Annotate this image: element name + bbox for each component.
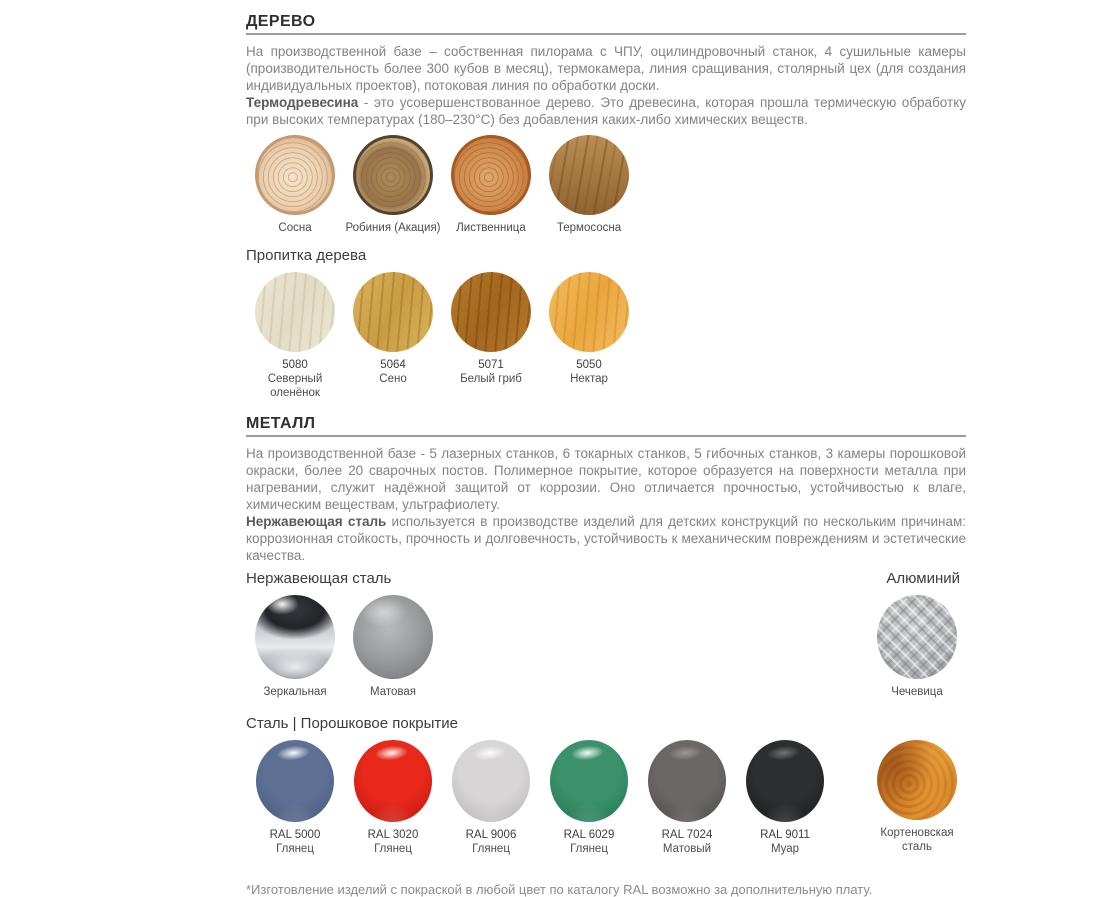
ral-label-5000 xyxy=(270,828,321,856)
ral-row xyxy=(246,740,966,856)
wood-intro-paragraph xyxy=(246,43,966,94)
wood-swatch-pine xyxy=(255,135,335,215)
wood-section xyxy=(246,12,966,400)
ral-code: RAL 9006 xyxy=(465,829,517,841)
impregnation-column-5071 xyxy=(442,272,540,400)
thermo-wood-paragraph xyxy=(246,94,966,128)
ral-column-5000 xyxy=(246,740,344,856)
corten-label: Кортеновская сталь xyxy=(880,827,954,853)
impregnation-name: Белый гриб xyxy=(460,373,522,385)
impregnation-swatch-5050 xyxy=(549,272,629,352)
ral-ball-7024 xyxy=(648,740,726,822)
wood-species-row xyxy=(246,135,966,235)
wood-swatch-larch-label: Лиственница xyxy=(456,222,526,234)
metal-intro-paragraph xyxy=(246,445,966,513)
ral-label-9006 xyxy=(466,828,517,856)
powder-coating-title: Сталь | Порошковое покрытие xyxy=(246,715,458,732)
ral-finish: Глянец xyxy=(472,843,510,855)
wood-species-column-larch xyxy=(442,135,540,235)
ral-label-3020 xyxy=(368,828,419,856)
wood-swatch-robinia-label: Робиния (Акация) xyxy=(345,222,441,234)
ral-code: RAL 9011 xyxy=(760,829,810,841)
impregnation-title: Пропитка дерева xyxy=(246,247,367,264)
impregnation-label-5050 xyxy=(570,358,608,386)
wood-swatch-thermopine-label: Термососна xyxy=(556,222,622,234)
ral-code: RAL 6029 xyxy=(563,829,615,841)
thermo-wood-text: - это усовершенствованное дерево. Это древесина, которая прошла термическую обработку при высоких температурах (180–230°С) без добавления каких-либо химических веществ. xyxy=(246,95,966,127)
impregnation-code: 5064 xyxy=(380,359,406,371)
wood-swatch-larch xyxy=(451,135,531,215)
ral-finish: Глянец xyxy=(374,843,412,855)
ral-finish: Муар xyxy=(770,843,800,855)
wood-swatch-thermopine xyxy=(549,135,629,215)
impregnation-name: Северный оленёнок xyxy=(267,373,323,399)
stainless-title: Нержавеющая сталь xyxy=(246,570,392,587)
ral-ball-5000 xyxy=(256,740,334,822)
stainless-swatch-matte xyxy=(353,595,433,679)
ral-ball-9011 xyxy=(746,740,824,822)
ral-column-9011 xyxy=(736,740,834,856)
ral-code: RAL 5000 xyxy=(269,829,321,841)
ral-ball-6029 xyxy=(550,740,628,822)
metal-section-title: МЕТАЛЛ xyxy=(246,415,316,432)
stainless-column-matte xyxy=(344,595,442,699)
wood-swatch-pine-label: Сосна xyxy=(278,222,312,234)
ral-column-7024 xyxy=(638,740,736,856)
stainless-row xyxy=(246,595,966,699)
impregnation-code: 5050 xyxy=(576,359,602,371)
ral-column-3020 xyxy=(344,740,442,856)
ral-column-9006 xyxy=(442,740,540,856)
impregnation-column-5064 xyxy=(344,272,442,400)
ral-finish: Матовый xyxy=(662,843,712,855)
stainless-matte-label: Матовая xyxy=(370,686,416,698)
wood-intro-text: На производственной базе – собственная пилорама с ЧПУ, оцилиндровочный станок, 4 сушильные камеры (производительность более 300 кубов в месяц), термокамера, линия сращивания, столярный цех (для создания индивидуальных проектов), потоковая линия по обработки доски. xyxy=(246,44,966,93)
impregnation-column-5080 xyxy=(246,272,344,400)
page-content xyxy=(246,0,966,897)
wood-section-divider xyxy=(246,33,966,35)
wood-species-column-thermopine xyxy=(540,135,638,235)
aluminum-swatch-lentil xyxy=(877,595,957,679)
impregnation-swatch-5071 xyxy=(451,272,531,352)
stainless-aluminum-headrow xyxy=(246,570,966,588)
impregnation-name: Сено xyxy=(379,373,407,385)
impregnation-code: 5071 xyxy=(478,359,504,371)
stainless-swatch-mirror xyxy=(255,595,335,679)
stainless-column-mirror xyxy=(246,595,344,699)
wood-species-column-robinia xyxy=(344,135,442,235)
thermo-wood-lead: Термодревесина xyxy=(246,95,359,110)
ral-column-6029 xyxy=(540,740,638,856)
corten-column xyxy=(868,740,966,856)
aluminum-column xyxy=(868,595,966,699)
ral-finish: Глянец xyxy=(570,843,608,855)
aluminum-lentil-label: Чечевица xyxy=(891,686,943,698)
stainless-text: используется в производстве изделий для детских конструкций по нескольким причинам: коррозионная стойкость, прочность и долговечность, устойчивость к механическим повреждениям и эстетические качества. xyxy=(246,514,966,563)
wood-swatch-robinia xyxy=(353,135,433,215)
wood-section-title: ДЕРЕВО xyxy=(246,13,316,30)
wood-species-column-pine xyxy=(246,135,344,235)
ral-code: RAL 7024 xyxy=(661,829,713,841)
impregnation-swatch-5064 xyxy=(353,272,433,352)
impregnation-code: 5080 xyxy=(282,359,308,371)
impregnation-label-5071 xyxy=(460,358,522,386)
impregnation-row xyxy=(246,272,966,400)
metal-section xyxy=(246,414,966,897)
metal-section-divider xyxy=(246,435,966,437)
ral-label-6029 xyxy=(564,828,615,856)
ral-ball-3020 xyxy=(354,740,432,822)
ral-footnote: *Изготовление изделий с покраской в любой цвет по каталогу RAL возможно за дополнительную плату. xyxy=(246,882,873,897)
stainless-lead: Нержавеющая сталь xyxy=(246,514,387,529)
stainless-mirror-label: Зеркальная xyxy=(263,686,327,698)
corten-swatch xyxy=(877,740,957,820)
aluminum-title: Алюминий xyxy=(886,570,960,587)
metal-intro-text: На производственной базе - 5 лазерных станков, 6 токарных станков, 5 гибочных станков, 3 камеры порошковой окраски, более 20 сварочных постов. Полимерное покрытие, которое образуется на поверхности металла при нагревании, служит надёжной защитой от коррозии. Оно отличается прочностью, устойчивостью к влаге, химическим веществам, ультрафиолету. xyxy=(246,446,966,512)
ral-code: RAL 3020 xyxy=(367,829,419,841)
impregnation-label-5064 xyxy=(379,358,406,386)
ral-label-7024 xyxy=(662,828,713,856)
ral-label-9011 xyxy=(760,828,810,856)
impregnation-column-5050 xyxy=(540,272,638,400)
impregnation-label-5080 xyxy=(246,358,344,400)
ral-ball-9006 xyxy=(452,740,530,822)
ral-finish: Глянец xyxy=(276,843,314,855)
impregnation-swatch-5080 xyxy=(255,272,335,352)
impregnation-name: Нектар xyxy=(570,373,608,385)
stainless-paragraph xyxy=(246,513,966,564)
